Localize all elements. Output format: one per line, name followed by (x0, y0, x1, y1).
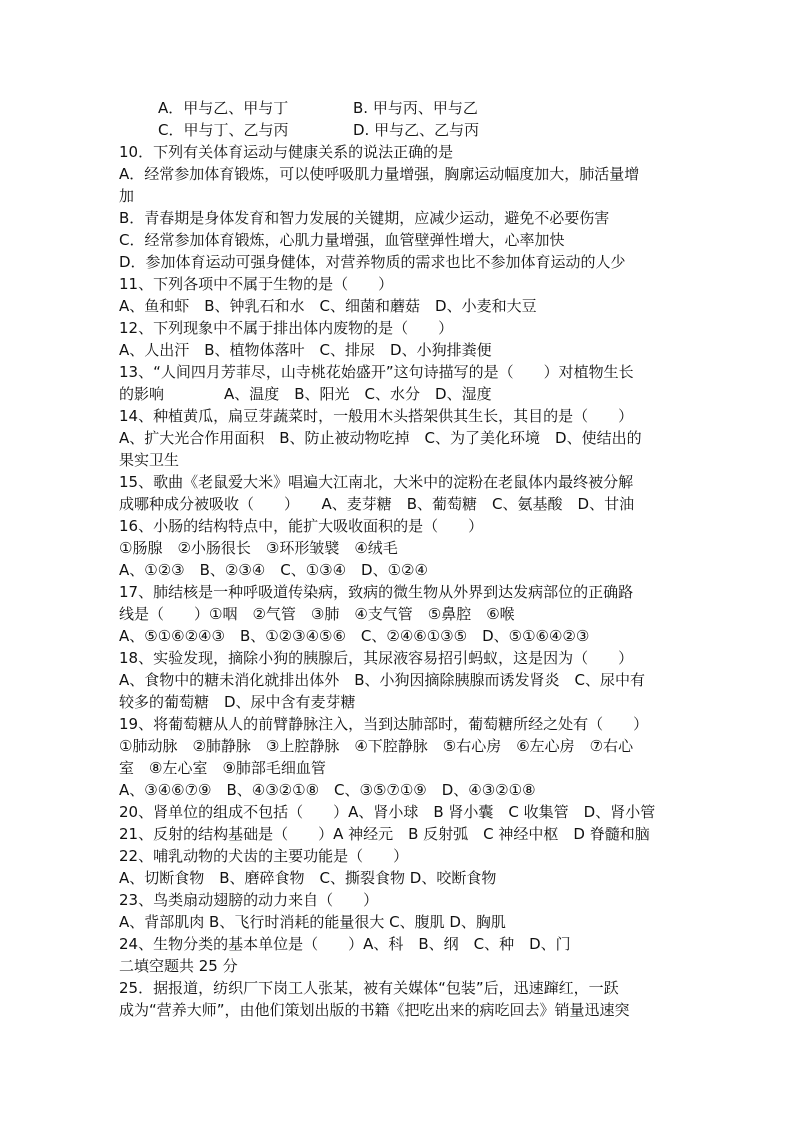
text-line: 10．下列有关体育运动与健康关系的说法正确的是 (119, 143, 454, 161)
text-line: 18、实验发现，摘除小狗的胰腺后，其尿液容易招引蚂蚁，这是因为（ ） (119, 649, 634, 667)
text-line: 13、“人间四月芳菲尽，山寺桃花始盛开”这句诗描写的是（ ）对植物生长 (119, 363, 634, 381)
text-line: 24、生物分类的基本单位是（ ）A、科 B、纲 C、种 D、门 (119, 935, 571, 953)
text-line: A、人出汗 B、植物体落叶 C、排尿 D、小狗排粪便 (119, 341, 492, 359)
text-line: 加 (119, 187, 135, 205)
text-line: 25．据报道，纺织厂下岗工人张某，被有关媒体“包装”后，迅速蹿红，一跃 (119, 979, 619, 997)
text-line: A、切断食物 B、磨碎食物 C、撕裂食物 D、咬断食物 (119, 869, 497, 887)
text-line: D．参加体育运动可强身健体，对营养物质的需求也比不参加体育运动的人少 (119, 253, 626, 271)
text-line: A、食物中的糖未消化就排出体外 B、小狗因摘除胰腺而诱发肾炎 C、尿中有 (119, 671, 646, 689)
text-line: 20、肾单位的组成不包括（ ）A、肾小球 B 肾小囊 C 收集管 D、肾小管 (119, 803, 656, 821)
option-c: C．甲与丁、乙与丙 (158, 121, 289, 139)
text-line: ①肠腺 ②小肠很长 ③环形皱襞 ④绒毛 (119, 539, 398, 557)
text-line: 22、哺乳动物的犬齿的主要功能是（ ） (119, 847, 409, 865)
text-line: 21、反射的结构基础是（ ）A 神经元 B 反射弧 C 神经中枢 D 脊髓和脑 (119, 825, 650, 843)
text-line: C．经常参加体育锻炼，心肌力量增强，血管壁弹性增大，心率加快 (119, 231, 565, 249)
option-d: D. 甲与乙、乙与丙 (353, 121, 480, 139)
text-line: A、鱼和虾 B、钟乳石和水 C、细菌和蘑菇 D、小麦和大豆 (119, 297, 537, 315)
text-line: A、扩大光合作用面积 B、防止被动物吃掉 C、为了美化环境 D、使结出的 (119, 429, 642, 447)
text-line: 成哪种成分被吸收（ ） A、麦芽糖 B、葡萄糖 C、氨基酸 D、甘油 (119, 495, 635, 513)
text-line: 果实卫生 (119, 451, 180, 469)
text-line: 14、种植黄瓜，扁豆芽蔬菜时，一般用木头搭架供其生长，其目的是（ ） (119, 407, 634, 425)
text-line: 15、歌曲《老鼠爱大米》唱遍大江南北，大米中的淀粉在老鼠体内最终被分解 (119, 473, 634, 491)
text-line: A．经常参加体育锻炼，可以使呼吸肌力量增强，胸廓运动幅度加大，肺活量增 (119, 165, 640, 183)
text-line: 室 ⑧左心室 ⑨肺部毛细血管 (119, 759, 326, 777)
text-line: 成为“营养大师”，由他们策划出版的书籍《把吃出来的病吃回去》销量迅速突 (119, 1001, 630, 1019)
text-line: B．青春期是身体发育和智力发展的关键期，应减少运动，避免不必要伤害 (119, 209, 610, 227)
text-line: A、①②③ B、②③④ C、①③④ D、①②④ (119, 561, 428, 579)
option-b: B. 甲与丙、甲与乙 (353, 99, 478, 117)
option-a: A．甲与乙、甲与丁 (158, 99, 289, 117)
text-line: 19、将葡萄糖从人的前臂静脉注入，当到达肺部时，葡萄糖所经之处有（ ） (119, 715, 649, 733)
text-line: ①肺动脉 ②肺静脉 ③上腔静脉 ④下腔静脉 ⑤右心房 ⑥左心房 ⑦右心 (119, 737, 634, 755)
text-line: 较多的葡萄糖 D、尿中含有麦芽糖 (119, 693, 356, 711)
text-line: 的影响 A、温度 B、阳光 C、水分 D、湿度 (119, 385, 492, 403)
text-line: A、③④⑥⑦⑨ B、④③②①⑧ C、③⑤⑦①⑨ D、④③②①⑧ (119, 781, 536, 799)
text-line: 线是（ ）①咽 ②气管 ③肺 ④支气管 ⑤鼻腔 ⑥喉 (119, 605, 515, 623)
text-line: 11、下列各项中不属于生物的是（ ） (119, 275, 394, 293)
text-line: 23、鸟类扇动翅膀的动力来自（ ） (119, 891, 379, 909)
text-line: A、⑤①⑥②④③ B、①②③④⑤⑥ C、②④⑥①③⑤ D、⑤①⑥④②③ (119, 627, 590, 645)
text-line: A、背部肌肉 B、飞行时消耗的能量很大 C、腹肌 D、胸肌 (119, 913, 506, 931)
text-line: 12、下列现象中不属于排出体内废物的是（ ） (119, 319, 454, 337)
section-heading: 二填空题共 25 分 (119, 957, 238, 975)
text-line: 17、肺结核是一种呼吸道传染病，致病的微生物从外界到达发病部位的正确路 (119, 583, 634, 601)
text-line: 16、小肠的结构特点中，能扩大吸收面积的是（ ） (119, 517, 484, 535)
